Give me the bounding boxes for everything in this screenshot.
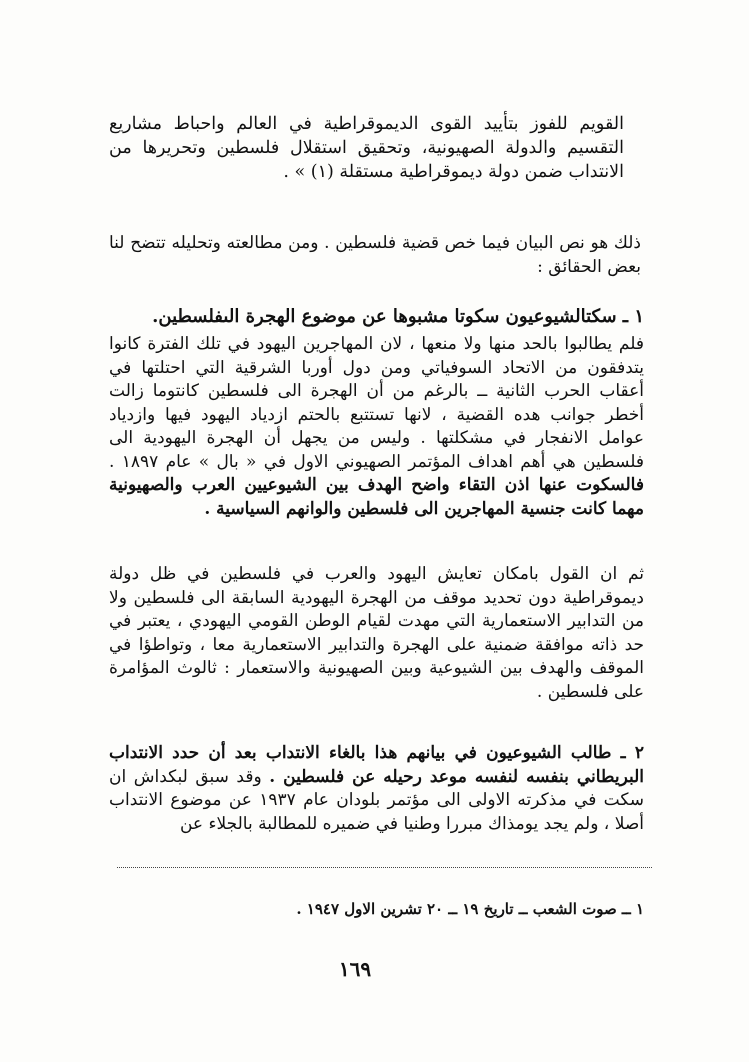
point-one-body — [109, 333, 644, 521]
point-one-text: فلم يطالبوا بالحد منها ولا منعها ، لان المهاجرين اليهود في تلك الفترة كانوا يتدفقون من الاتحاد السوفياتي ومن دول أوربا الشرقية التي احتلتها في أعقاب الحرب الثانية ــ بالرغم من أن الهجرة الى فلسطين كانتوما زالت أخطر جوانب هده القضية ، لانها تستتبع بالحتم ازدياد اليهود فيها وازدياد عوامل الانفجار في مشكلتها . وليس من يجهل أن الهجرة اليهودية الى فلسطين هي أهم اهداف المؤتمر الصهيوني الاول في « بال » عام ١٨٩٧ . — [109, 334, 644, 472]
footnote-separator — [117, 867, 652, 868]
point-two-text: وقد سبق لبكداش ان سكت في مذكرته الاولى الى مؤتمر بلودان عام ١٩٣٧ عن موضوع الانتداب أصلا ، ولم يجد يومذاك مبررا وطنيا في ضميره للمطالبة بالجلاء عن — [109, 766, 644, 834]
point-one-heading: ١ ـ سكتالشيوعيون سكوتا مشبوها عن موضوع الهجرة الىفلسطين. — [152, 306, 644, 327]
page-number: ١٦٩ — [338, 957, 372, 981]
point-one-conclusion: فالسكوت عنها اذن التقاء واضح الهدف بين الشيوعيين العرب والصهيونية مهما كانت جنسية المهاجرين الى فلسطين والوانهم السياسية . — [109, 475, 644, 519]
quoted-statement: القويم للفوز بتأييد القوى الديموقراطية في العالم واحباط مشاريع التقسيم والدولة الصهيونية، وتحقيق استقلال فلسطين وتحريرها من الانتداب ضمن دولة ديموقراطية مستقلة (١) » . — [109, 114, 624, 182]
coexistence-paragraph: ثم ان القول بامكان تعايش اليهود والعرب في فلسطين في ظل دولة ديموقراطية دون تحديد موقف من الهجرة اليهودية السابقة الى فلسطين ولا من التدابير الاستعمارية التي مهدت لقيام الوطن القومي اليهودي ، يعتبر في حد ذاته موافقة ضمنية على الهجرة والتدابير الاستعمارية معا ، وتواطؤا في الموقف والهدف بين الشيوعية وبين الصهيونية والاستعمار : ثالوث المؤامرة على فلسطين . — [109, 564, 644, 702]
point-two-paragraph — [109, 742, 644, 836]
intro-paragraph: ذلك هو نص البيان فيما خص قضية فلسطين . ومن مطالعته وتحليله تتضح لنا بعض الحقائق : — [109, 233, 641, 277]
point-two-heading: ٢ ـ طالب الشيوعيون في بيانهم هذا بالغاء الانتداب بعد أن حدد الانتداب البريطاني بنفسه لنفسه موعد رحيله عن فلسطين . — [109, 743, 645, 787]
footnote: ١ ــ صوت الشعب ــ تاريخ ١٩ ــ ٢٠ تشرين الاول ١٩٤٧ . — [296, 900, 644, 918]
